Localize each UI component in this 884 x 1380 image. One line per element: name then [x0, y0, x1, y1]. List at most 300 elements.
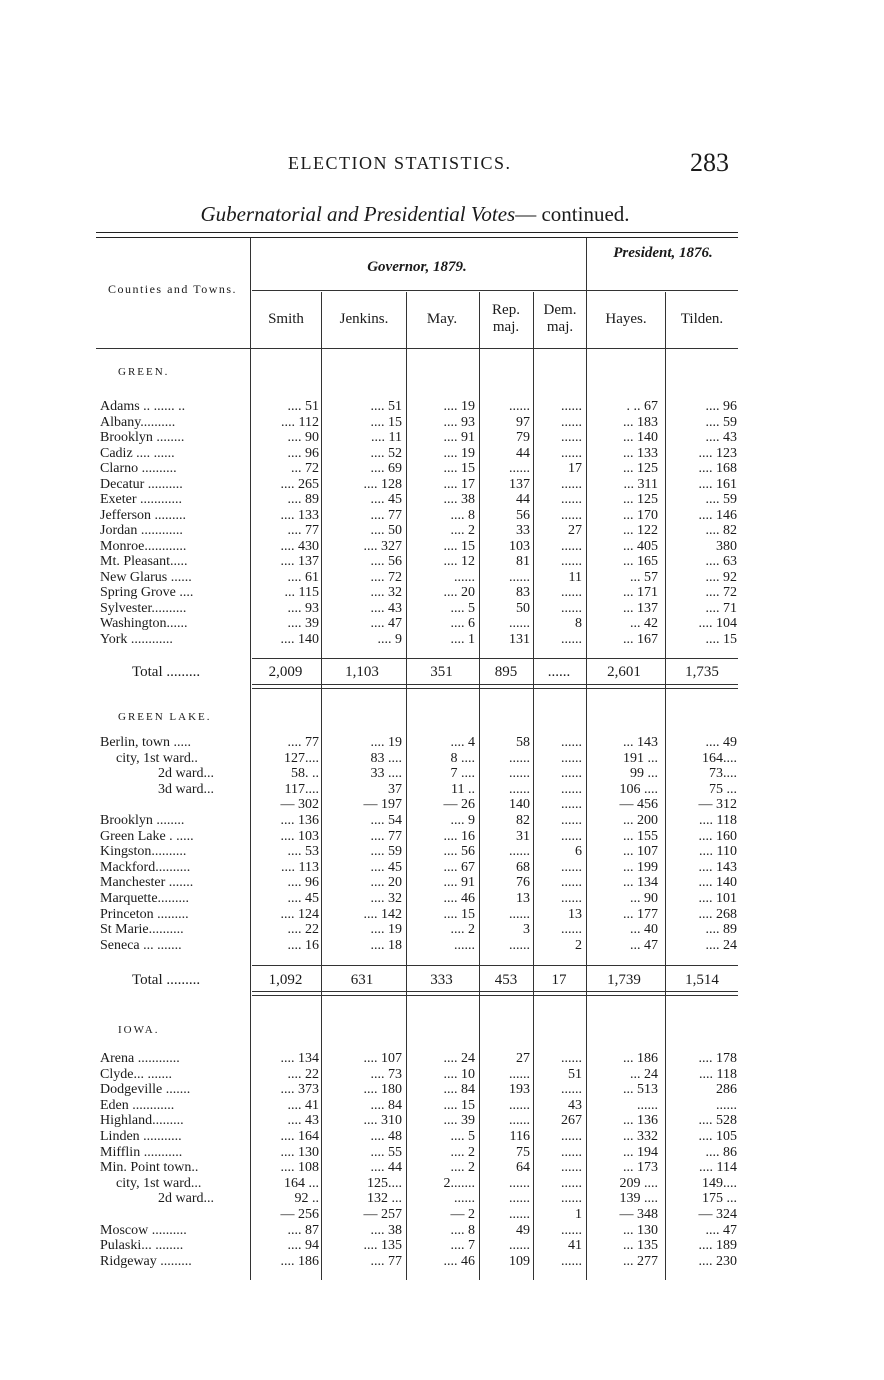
hayes-cell: ... 57 [630, 569, 658, 585]
tilden-cell: .... 528 [698, 1113, 737, 1129]
dem-maj-cell: ...... [561, 476, 582, 492]
may-cell: .... 93 [443, 414, 475, 430]
hayes-cell: ... 134 [623, 875, 658, 891]
may-cell: .... 5 [450, 1129, 475, 1144]
smith-cell: .... 186 [280, 1253, 319, 1269]
jenkins-cell: .... 32 [370, 891, 402, 906]
dem-maj-cell: 17 [568, 461, 582, 476]
dem-maj-cell: ...... [561, 538, 582, 554]
town-name: Pulaski... ........ [100, 1239, 184, 1254]
dem-maj-cell: ...... [561, 1051, 582, 1066]
dem-maj-cell: ...... [561, 554, 582, 569]
table-row [0, 586, 884, 600]
rep-maj-cell: 82 [516, 813, 530, 828]
total-row [0, 665, 884, 679]
table-row [0, 908, 884, 922]
hayes-cell: ... 125 [623, 461, 658, 476]
col-header-jenkins: Jenkins. [339, 311, 389, 327]
section-heading: IOWA. [118, 1024, 160, 1036]
rep-maj-cell: 140 [509, 797, 530, 813]
town-name: 2d ward... [158, 1192, 214, 1207]
smith-cell: .... 164 [280, 1129, 319, 1144]
dem-maj-cell: ...... [561, 1222, 582, 1238]
may-cell: .... 46 [443, 891, 475, 906]
jenkins-cell: .... 55 [370, 1144, 402, 1160]
town-name: Sylvester.......... [100, 601, 187, 616]
section-heading: GREEN LAKE. [118, 711, 212, 723]
jenkins-cell: .... 107 [363, 1051, 402, 1066]
hayes-cell: ... 165 [623, 554, 658, 569]
rep-maj-cell: ...... [509, 1191, 530, 1207]
dem-maj-cell: ...... [561, 766, 582, 782]
hayes-cell: ... 125 [623, 492, 658, 507]
table-row [0, 1146, 884, 1160]
town-name: Highland......... [100, 1114, 184, 1129]
may-cell: 8 .... [450, 750, 475, 766]
jenkins-cell: .... 310 [363, 1113, 402, 1129]
rep-maj-cell: 193 [509, 1082, 530, 1098]
header-bottom-rule [96, 348, 738, 349]
smith-cell-total: 1,092 [268, 972, 303, 988]
may-cell: .... 91 [443, 875, 475, 891]
rep-maj-cell: 13 [516, 891, 530, 906]
hayes-cell: ... 24 [630, 1066, 658, 1082]
table-row [0, 617, 884, 631]
jenkins-cell: .... 327 [363, 538, 402, 554]
smith-cell: .... 265 [280, 476, 319, 492]
table-row [0, 798, 884, 812]
tilden-cell: .... 114 [699, 1160, 737, 1176]
jenkins-cell: .... 9 [377, 631, 402, 647]
hayes-cell: ... 133 [623, 445, 658, 461]
rep-maj-cell: ...... [509, 1113, 530, 1129]
dem-maj-cell: ...... [561, 891, 582, 906]
table-row [0, 1130, 884, 1144]
hayes-cell: ... 173 [623, 1160, 658, 1176]
page-number: 283 [690, 148, 729, 177]
tilden-cell: .... 24 [705, 937, 737, 953]
dem-maj-cell: 267 [561, 1113, 582, 1129]
hayes-cell: ... 40 [630, 922, 658, 938]
tilden-cell: — 312 [698, 797, 737, 813]
table-row [0, 845, 884, 859]
town-name: Mt. Pleasant..... [100, 555, 188, 569]
total-rule [252, 965, 738, 966]
may-cell: .... 2 [450, 523, 475, 538]
rep-maj-cell: 68 [516, 859, 530, 875]
rep-maj-cell: 56 [516, 507, 530, 523]
may-cell-total: 333 [430, 972, 453, 988]
hayes-cell: — 348 [619, 1207, 658, 1222]
total-rule [252, 658, 738, 659]
rep-maj-cell: ...... [509, 1097, 530, 1113]
may-cell: .... 24 [443, 1051, 475, 1066]
dem-maj-cell: ...... [561, 1129, 582, 1144]
smith-cell: .... 373 [280, 1082, 319, 1098]
smith-cell: — 256 [280, 1207, 319, 1222]
hayes-cell: ... 167 [623, 631, 658, 647]
town-name: St Marie.......... [100, 923, 184, 938]
may-cell: .... 56 [443, 844, 475, 860]
hayes-cell: ... 183 [623, 414, 658, 430]
dem-maj-cell: ...... [561, 1175, 582, 1191]
may-cell: .... 15 [443, 1097, 475, 1113]
jenkins-cell: .... 142 [363, 906, 402, 922]
tilden-cell: .... 47 [705, 1222, 737, 1238]
tilden-cell: .... 101 [698, 891, 737, 906]
table-row [0, 416, 884, 430]
tilden-cell: 380 [716, 538, 737, 554]
rep-maj-cell: ...... [509, 937, 530, 953]
jenkins-cell: .... 77 [370, 828, 402, 844]
hayes-cell: 139 .... [619, 1191, 658, 1207]
tilden-cell: .... 43 [705, 430, 737, 445]
hayes-cell: 191 ... [623, 750, 658, 766]
smith-cell: .... 113 [281, 859, 319, 875]
dem-maj-cell: 1 [575, 1207, 582, 1222]
jenkins-cell: .... 128 [363, 476, 402, 492]
may-cell: 7 .... [450, 766, 475, 782]
smith-cell: .... 16 [287, 937, 319, 953]
stub-header: Counties and Towns. [107, 282, 238, 296]
hayes-cell: ... 513 [623, 1082, 658, 1098]
dem-maj-cell: 13 [568, 906, 582, 922]
jenkins-cell: — 197 [363, 797, 402, 813]
hayes-cell: ... 107 [623, 844, 658, 860]
hayes-cell-total: 2,601 [607, 664, 641, 680]
rep-maj-cell: ...... [509, 781, 530, 797]
jenkins-cell: .... 50 [370, 523, 402, 538]
may-cell: — 26 [443, 797, 475, 813]
total-label: Total ......... [132, 665, 201, 679]
table-row [0, 493, 884, 507]
town-name: Jefferson ......... [100, 508, 187, 523]
rep-maj-cell: 31 [516, 828, 530, 844]
dem-maj-cell: 43 [568, 1097, 582, 1113]
jenkins-cell: — 257 [363, 1207, 402, 1222]
tilden-cell: .... 118 [699, 1066, 737, 1082]
tilden-cell: .... 49 [705, 735, 737, 750]
total-label: Total ......... [132, 973, 201, 987]
table-row [0, 633, 884, 647]
jenkins-cell: .... 54 [370, 813, 402, 828]
may-cell: .... 4 [450, 735, 475, 750]
smith-cell: .... 136 [280, 813, 319, 828]
dem-maj-cell: ...... [561, 797, 582, 813]
smith-cell: 164 ... [284, 1175, 319, 1191]
tilden-cell-total: 1,735 [685, 664, 719, 680]
table-row [0, 1083, 884, 1097]
col-header-tilden: Tilden. [680, 311, 724, 327]
jenkins-cell: .... 77 [370, 507, 402, 523]
table-row [0, 1114, 884, 1128]
table-row [0, 830, 884, 844]
jenkins-cell: .... 56 [370, 554, 402, 569]
tilden-cell: .... 123 [698, 445, 737, 461]
may-cell: .... 91 [443, 430, 475, 445]
dem-maj-cell: ...... [561, 813, 582, 828]
jenkins-cell: .... 77 [370, 1253, 402, 1269]
table-row [0, 814, 884, 828]
total-row [0, 973, 884, 987]
hayes-cell: ... 140 [623, 430, 658, 445]
may-cell: .... 38 [443, 492, 475, 507]
hayes-cell: ... 143 [623, 735, 658, 750]
dem-maj-cell: ...... [561, 750, 582, 766]
table-row [0, 602, 884, 616]
table-row [0, 892, 884, 906]
hayes-cell: . .. 67 [626, 399, 658, 414]
tilden-cell: 75 ... [709, 781, 737, 797]
table-row [0, 524, 884, 538]
tilden-cell: .... 89 [705, 922, 737, 938]
table-row [0, 767, 884, 781]
dem-maj-cell: ...... [561, 631, 582, 647]
may-cell: .... 2 [450, 1144, 475, 1160]
tilden-cell: ...... [716, 1097, 737, 1113]
smith-cell: .... 96 [287, 445, 319, 461]
tilden-cell: .... 82 [705, 523, 737, 538]
hayes-cell: ... 42 [630, 616, 658, 631]
town-name: Ridgeway ......... [100, 1254, 192, 1269]
may-cell: .... 2 [450, 1160, 475, 1176]
town-name: Mifflin ........... [100, 1145, 183, 1160]
dem-maj-cell: ...... [561, 1160, 582, 1176]
jenkins-cell: 132 ... [367, 1191, 402, 1207]
may-cell: .... 67 [443, 859, 475, 875]
jenkins-cell: .... 48 [370, 1129, 402, 1144]
smith-cell: ... 115 [284, 585, 319, 600]
smith-cell: 58. .. [291, 766, 319, 782]
dem-maj-cell: ...... [561, 828, 582, 844]
rep-maj-cell: 3 [523, 922, 530, 938]
may-cell: .... 19 [443, 399, 475, 414]
jenkins-cell: .... 69 [370, 461, 402, 476]
dem-maj-cell: 27 [568, 523, 582, 538]
dem-maj-cell: ...... [561, 414, 582, 430]
tilden-cell: .... 63 [705, 554, 737, 569]
rep-maj-cell: ...... [509, 906, 530, 922]
table-row [0, 1192, 884, 1206]
may-cell: .... 7 [450, 1238, 475, 1254]
table-row [0, 1255, 884, 1269]
governor-group-header: Governor, 1879. [367, 259, 467, 275]
dem-maj-cell: 2 [575, 937, 582, 953]
running-head: ELECTION STATISTICS. [288, 153, 512, 173]
may-cell: .... 8 [450, 1222, 475, 1238]
may-cell: .... 15 [443, 538, 475, 554]
table-caption [100, 202, 730, 227]
table-row [0, 540, 884, 554]
rep-maj-cell: ...... [509, 461, 530, 476]
hayes-cell: 106 .... [619, 781, 658, 797]
smith-cell: .... 87 [287, 1222, 319, 1238]
may-cell: 2....... [443, 1175, 475, 1191]
may-cell: ...... [454, 937, 475, 953]
tilden-cell: — 324 [698, 1207, 737, 1222]
smith-cell-total: 2,009 [268, 664, 303, 680]
town-name: Seneca ... ....... [100, 938, 182, 953]
may-cell: .... 15 [443, 461, 475, 476]
hayes-cell: ... 90 [630, 891, 658, 906]
may-cell: — 2 [450, 1207, 475, 1222]
town-name: New Glarus ...... [100, 570, 192, 585]
tilden-cell: .... 230 [698, 1253, 737, 1269]
smith-cell: .... 39 [287, 616, 319, 631]
table-row [0, 1208, 884, 1222]
may-cell: .... 19 [443, 445, 475, 461]
smith-cell: .... 430 [280, 538, 319, 554]
table-row [0, 1239, 884, 1253]
town-name: 2d ward... [158, 767, 214, 782]
smith-cell: .... 61 [287, 569, 319, 585]
dem-maj-cell: ...... [561, 781, 582, 797]
table-row [0, 783, 884, 797]
may-cell: .... 9 [450, 813, 475, 828]
town-name: Cadiz .... ...... [100, 446, 175, 461]
table-row [0, 431, 884, 445]
smith-cell: .... 77 [287, 523, 319, 538]
tilden-cell: .... 178 [698, 1051, 737, 1066]
smith-cell: .... 22 [287, 1066, 319, 1082]
hayes-cell: ... 311 [623, 476, 658, 492]
may-cell: .... 8 [450, 507, 475, 523]
jenkins-cell: .... 44 [370, 1160, 402, 1176]
jenkins-cell-total: 631 [350, 972, 374, 988]
jenkins-cell: .... 43 [370, 600, 402, 616]
town-name: Clyde... ....... [100, 1067, 172, 1082]
jenkins-cell: .... 45 [370, 492, 402, 507]
caption-continued: — continued. [515, 202, 630, 226]
rep-maj-cell: ...... [509, 1066, 530, 1082]
town-name: Decatur .......... [100, 477, 183, 492]
col-header-smith: Smith [268, 311, 304, 327]
table-row [0, 1161, 884, 1175]
dem-maj-cell: ...... [561, 430, 582, 445]
dem-maj-cell-total: ...... [547, 664, 571, 680]
dem-maj-cell: 11 [568, 569, 582, 585]
dem-maj-cell: 6 [575, 844, 582, 860]
dem-maj-cell: ...... [561, 399, 582, 414]
total-rule [252, 688, 738, 689]
smith-cell: — 302 [280, 797, 319, 813]
jenkins-cell: .... 84 [370, 1097, 402, 1113]
table-row [0, 752, 884, 766]
dem-maj-cell: ...... [561, 875, 582, 891]
smith-cell: .... 89 [287, 492, 319, 507]
jenkins-cell-total: 1,103 [345, 664, 379, 680]
town-name: Moscow .......... [100, 1223, 187, 1238]
jenkins-cell: .... 38 [370, 1222, 402, 1238]
hayes-cell: ... 170 [623, 507, 658, 523]
jenkins-cell: .... 47 [370, 616, 402, 631]
may-cell: .... 6 [450, 616, 475, 631]
table-row [0, 478, 884, 492]
total-rule [252, 684, 738, 685]
jenkins-cell: .... 180 [363, 1082, 402, 1098]
smith-cell: .... 133 [280, 507, 319, 523]
jenkins-cell: .... 135 [363, 1238, 402, 1254]
town-name: Exeter ............ [100, 493, 183, 507]
tilden-cell: 286 [716, 1082, 737, 1098]
dem-maj-cell: ...... [561, 1144, 582, 1160]
town-name: Princeton ......... [100, 907, 189, 922]
jenkins-cell: .... 52 [370, 445, 402, 461]
hayes-cell: ... 194 [623, 1144, 658, 1160]
hayes-cell: ... 186 [623, 1051, 658, 1066]
jenkins-cell: .... 51 [370, 399, 402, 414]
town-name: Brooklyn ........ [100, 814, 185, 828]
smith-cell: .... 134 [280, 1051, 319, 1066]
table-row [0, 400, 884, 414]
jenkins-cell: .... 59 [370, 844, 402, 860]
tilden-cell: .... 268 [698, 906, 737, 922]
caption-italic: Gubernatorial and Presidential Votes [200, 202, 516, 226]
jenkins-cell: 37 [388, 781, 402, 797]
town-name: Monroe............ [100, 539, 187, 554]
smith-cell: .... 108 [280, 1160, 319, 1176]
tilden-cell-total: 1,514 [685, 972, 719, 988]
may-cell: .... 5 [450, 600, 475, 616]
town-name: Brooklyn ........ [100, 431, 185, 445]
dem-maj-cell-total: 17 [551, 972, 567, 988]
rep-maj-cell: ...... [509, 616, 530, 631]
may-cell: .... 2 [450, 922, 475, 938]
jenkins-cell: 33 .... [370, 766, 402, 782]
tilden-cell: .... 105 [698, 1129, 737, 1144]
tilden-cell: .... 143 [698, 859, 737, 875]
town-name: Albany.......... [100, 415, 176, 430]
rep-maj-cell: 81 [516, 554, 530, 569]
hayes-cell: ... 199 [623, 859, 658, 875]
town-name: Washington...... [100, 617, 188, 631]
col-header-hayes: Hayes. [605, 311, 647, 327]
hayes-cell: ... 171 [623, 585, 658, 600]
col-header-rep-maj: Rep. maj. [492, 302, 520, 335]
smith-cell: .... 93 [287, 600, 319, 616]
dem-maj-cell: 41 [568, 1238, 582, 1254]
rep-maj-cell: 109 [509, 1253, 530, 1269]
tilden-cell: .... 140 [698, 875, 737, 891]
town-name: York ............ [100, 632, 173, 647]
rep-maj-cell: 79 [516, 430, 530, 445]
smith-cell: .... 43 [287, 1113, 319, 1129]
hayes-cell: ... 200 [623, 813, 658, 828]
town-name: Berlin, town ..... [100, 736, 191, 750]
may-cell: .... 39 [443, 1113, 475, 1129]
smith-cell: .... 94 [287, 1238, 319, 1254]
hayes-cell: ... 277 [623, 1253, 658, 1269]
tilden-cell: .... 161 [698, 476, 737, 492]
smith-cell: .... 140 [280, 631, 319, 647]
tilden-cell: .... 59 [705, 414, 737, 430]
jenkins-cell: .... 32 [370, 585, 402, 600]
hayes-cell: ... 135 [623, 1238, 658, 1254]
smith-cell: .... 53 [287, 844, 319, 860]
may-cell: 11 .. [451, 781, 475, 797]
town-name: Mackford.......... [100, 860, 191, 875]
tilden-cell: .... 86 [705, 1144, 737, 1160]
col-header-may: May. [426, 311, 458, 327]
jenkins-cell: .... 19 [370, 922, 402, 938]
group-header-rule [252, 290, 738, 291]
hayes-cell: ... 122 [623, 523, 658, 538]
hayes-cell: ... 47 [630, 937, 658, 953]
dem-maj-cell: ...... [561, 1191, 582, 1207]
jenkins-cell: .... 18 [370, 937, 402, 953]
town-name: Adams .. ...... .. [100, 400, 186, 414]
town-name: 3d ward... [158, 782, 214, 797]
